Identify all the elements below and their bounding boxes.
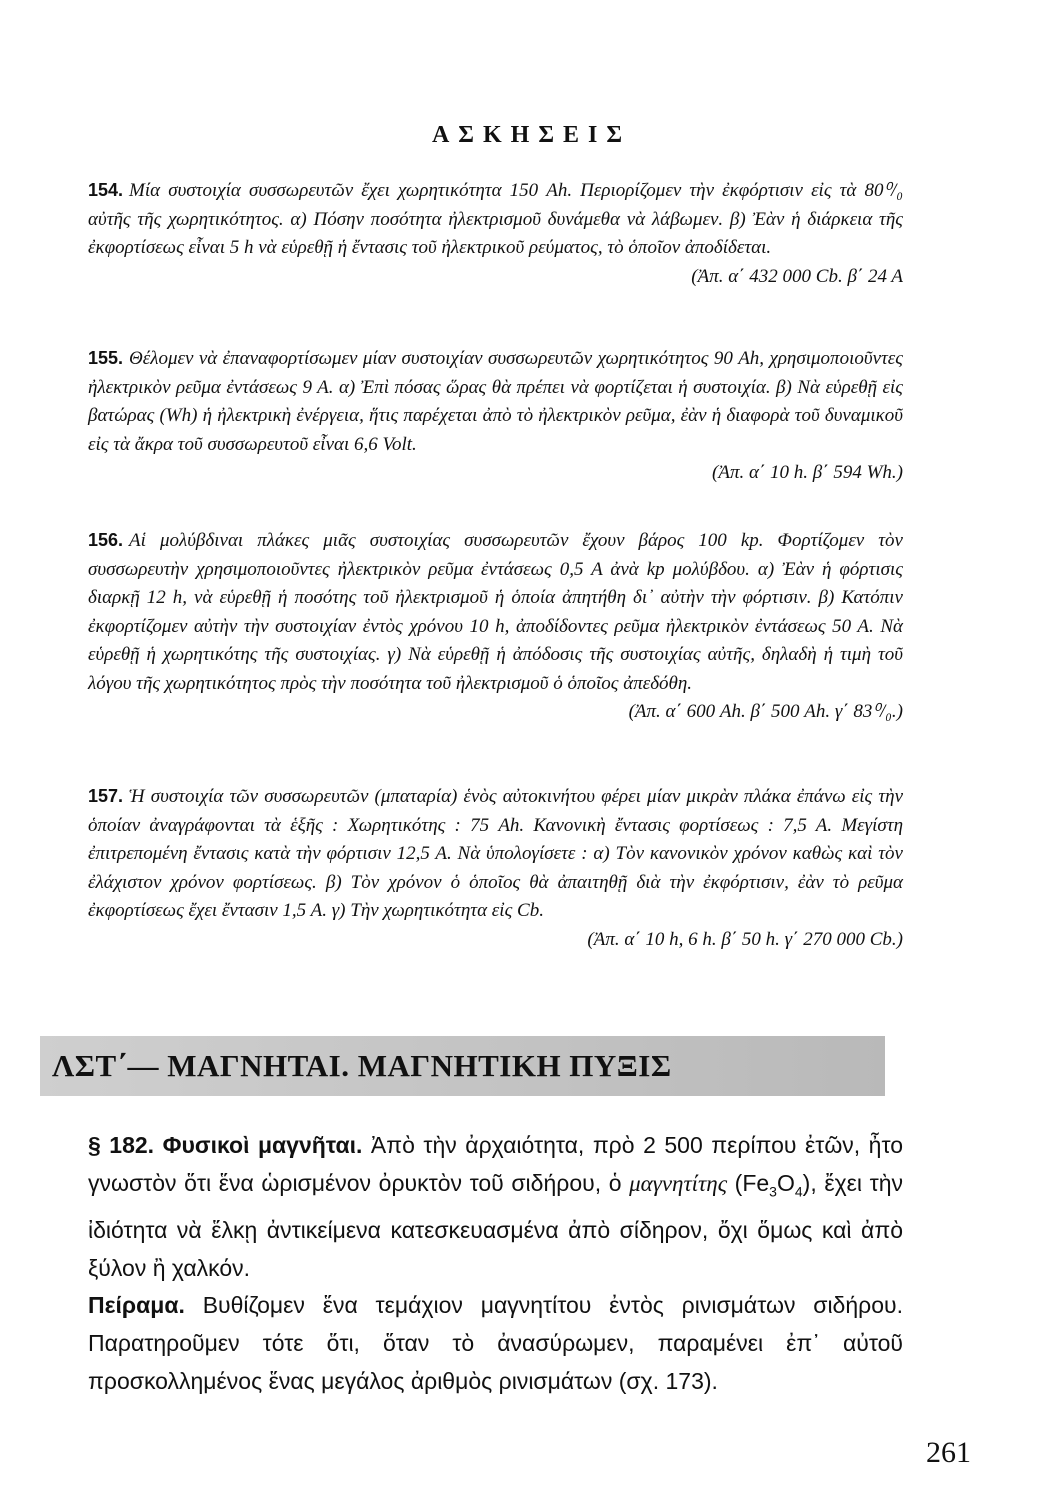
exercise-text: Αἱ μολύβδιναι πλάκες μιᾶς συστοιχίας συσσωρευτῶν ἔχουν βάρος 100 kp. Φορτίζομεν τὸν συσσωρευτὴν χρησιμοποιοῦντες ἠλεκτρικὸν ρεῦμα ἐντάσεως 0,5 Α ἀνὰ kp μολύβδου. α) Ἐὰν ἡ φόρτισις διαρκῇ 12 h, νὰ εὑρεθῇ ἡ ποσότης τοῦ ἠλεκτρισμοῦ ἡ ὁποία ἀπητήθη δι᾽ αὐτὴν τὴν φόρτισιν. β) Κατόπιν ἐκφορτίζομεν αὐτὴν τὴν συστοιχίαν ἐντὸς χρόνου 10 h, ἀποδίδοντες ρεῦμα ἠλεκτρικὸν ἐντάσεως 50 Α. Νὰ εὑρεθῇ ἡ χωρητικότης τῆς συστοιχίας. γ) Νὰ εὑρεθῇ ἡ ἀπόδοσις τῆς συστοιχίας αὐτῆς, δηλαδὴ ἡ τιμὴ τοῦ λόγου τῆς χωρητικότητος πρὸς τὴν ποσότητα τοῦ ἠλεκτρισμοῦ ὁ ὁποῖος ἀπεδόθη. (88, 530, 903, 694)
page-number: 261 (926, 1436, 971, 1469)
section-text-b: ἔχει τὴν ἰδιότητα νὰ ἕλκῃ ἀντικείμενα κατεσκευασμένα ἀπὸ σίδηρον, ὄχι ὅμως καὶ ἀπὸ ξύλον ἢ χαλκόν. (88, 1170, 904, 1281)
exercise-text: Θέλομεν νὰ ἐπαναφορτίσωμεν μίαν συστοιχίαν συσσωρευτῶν χωρητικότητος 90 Ah, χρησιμοποιοῦντες ἠλεκτρικὸν ρεῦμα ἐντάσεως 9 Α. α) Ἐπὶ πόσας ὥρας θὰ πρέπει νὰ φορτίζεται ἡ συστοιχία. β) Νὰ εὑρεθῇ εἰς βατώρας (Wh) ἡ ἠλεκτρικὴ ἐνέργεια, ἥτις παρέχεται ἀπὸ τὸ ἠλεκτρικὸν ρεῦμα, ἐὰν ἡ διαφορὰ τοῦ δυναμικοῦ εἰς τὰ ἄκρα τοῦ συσσωρευτοῦ εἶναι 6,6 Volt. (88, 348, 903, 455)
exercise-answer: (Ἀπ. α΄ 432 000 Cb. β΄ 24 Α (691, 265, 903, 287)
exercise-number: 157. (88, 786, 124, 806)
formula: $(Fe_3O_4)$, (734, 1170, 817, 1200)
exercise-text: Ἡ συστοιχία τῶν συσσωρευτῶν (μπαταρία) ἑνὸς αὐτοκινήτου φέρει μίαν μικρὰν πλάκα ἐπάνω εἰς τὴν ὁποίαν ἀναγράφονται τὰ ἑξῆς : Χωρητικότης : 75 Ah. Κανονικὴ ἔντασις φορτίσεως : 7,5 Α. Μεγίστη ἐπιτρεπομένη ἔντασις κατὰ τὴν φόρτισιν 12,5 Α. Νὰ ὑπολογίσετε : α) Τὸν κανονικὸν χρόνον καθὼς καὶ τὸν ἐλάχιστον χρόνον φορτίσεως. β) Τὸν χρόνον ὁ ὁποῖος θὰ ἀπαιτηθῇ διὰ τὴν ἐκφόρτισιν, ἐὰν τὸ ρεῦμα ἐκφορτίσεως ἔχει ἔντασιν 1,5 Α. γ) Τὴν χωρητικότητα εἰς Cb. (88, 786, 903, 921)
section-title: Φυσικοὶ μαγνῆται. (162, 1132, 363, 1158)
exercise-answer: (Ἀπ. α΄ 600 Ah. β΄ 500 Ah. γ΄ 83⁰/₀.) (628, 701, 903, 722)
section-182 (88, 1126, 903, 1287)
exercises-heading: ΑΣΚΗΣΕΙΣ (431, 122, 632, 148)
exercise-154 (88, 176, 903, 291)
exercise-number: 155. (88, 348, 124, 368)
exercise-answer: (Ἀπ. α΄ 10 h. β΄ 594 Wh.) (712, 462, 903, 483)
exercise-157 (88, 782, 903, 954)
exercise-answer: (Ἀπ. α΄ 10 h, 6 h. β΄ 50 h. γ΄ 270 000 Cb.) (587, 928, 903, 950)
exercise-number: 156. (88, 530, 124, 550)
section-number: § 182. (88, 1132, 155, 1158)
experiment-paragraph (88, 1286, 903, 1400)
experiment-text: Βυθίζομεν ἕνα τεμάχιον μαγνητίτου ἐντὸς ρινισμάτων σιδήρου. Παρατηροῦμεν τότε ὅτι, ὅταν τὸ ἀνασύρωμεν, παραμένει ἐπ᾽ αὐτοῦ προσκολλημένος ἕνας μεγάλος ἀριθμὸς ρινισμάτων (σχ. 173). (88, 1292, 903, 1394)
experiment-label: Πείραμα. (88, 1292, 185, 1318)
exercise-text: Μία συστοιχία συσσωρευτῶν ἔχει χωρητικότητα 150 Ah. Περιορίζομεν τὴν ἐκφόρτισιν εἰς τὰ 80⁰/₀ αὐτῆς τῆς χωρητικότητος. α) Πόσην ποσότητα ἠλεκτρισμοῦ δυνάμεθα νὰ λάβωμεν. β) Ἐὰν ἡ διάρκεια τῆς ἐκφορτίσεως εἶναι 5 h νὰ εὑρεθῇ ἡ ἔντασις τοῦ ἠλεκτρικοῦ ρεύματος, τὸ ὁποῖον ἀποδίδεται. (88, 180, 903, 258)
exercise-155 (88, 344, 903, 488)
chapter-title: ΛΣΤ΄— ΜΑΓΝΗΤΑΙ. ΜΑΓΝΗΤΙΚΗ ΠΥΞΙΣ (52, 1048, 672, 1083)
section-term: μαγνητίτης (629, 1171, 728, 1196)
exercise-number: 154. (88, 180, 124, 200)
section-text-a: Ἀπὸ τὴν ἀρχαιότητα, πρὸ 2 500 περίπου ἐτῶν, ἦτο γνωστὸν ὅτι ἕνα ὡρισμένον ὀρυκτὸν τοῦ σιδήρου, ὁ (88, 1132, 904, 1196)
exercise-156 (88, 526, 903, 727)
